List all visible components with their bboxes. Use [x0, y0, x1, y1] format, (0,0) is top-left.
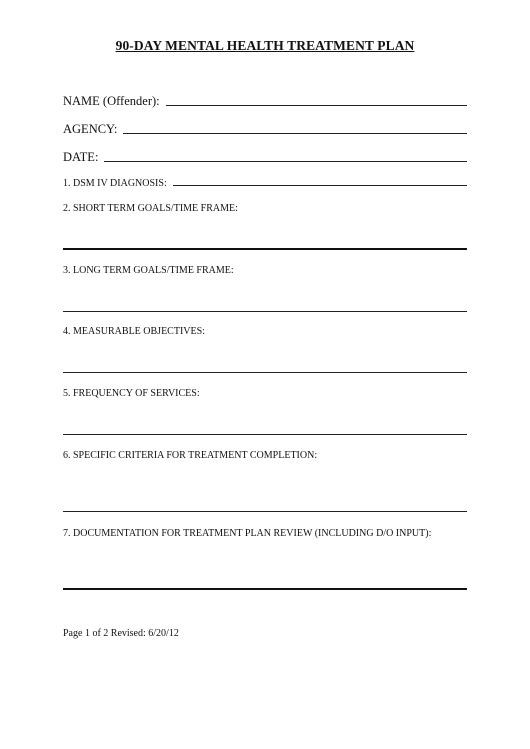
- plan-review-documentation-label: 7. DOCUMENTATION FOR TREATMENT PLAN REVIEW (INCLUDING D/O INPUT):: [63, 528, 432, 539]
- agency-field[interactable]: [63, 122, 467, 137]
- short-term-goals-label: 2. SHORT TERM GOALS/TIME FRAME:: [63, 203, 238, 214]
- completion-criteria-label: 6. SPECIFIC CRITERIA FOR TREATMENT COMPLETION:: [63, 450, 318, 461]
- long-term-goals-line[interactable]: [63, 311, 467, 312]
- name-input-line[interactable]: [166, 104, 467, 106]
- frequency-of-services-line[interactable]: [63, 434, 467, 435]
- date-label: DATE:: [63, 150, 99, 164]
- date-input-line[interactable]: [104, 160, 467, 162]
- measurable-objectives-label: 4. MEASURABLE OBJECTIVES:: [63, 326, 205, 337]
- diagnosis-input-line[interactable]: [173, 184, 467, 186]
- completion-criteria-line[interactable]: [63, 511, 467, 512]
- diagnosis-label: 1. DSM IV DIAGNOSIS:: [63, 178, 167, 189]
- agency-input-line[interactable]: [123, 132, 467, 134]
- long-term-goals-label: 3. LONG TERM GOALS/TIME FRAME:: [63, 265, 234, 276]
- date-field[interactable]: [63, 150, 467, 165]
- page-footer: Page 1 of 2 Revised: 6/20/12: [63, 628, 179, 639]
- name-field[interactable]: [63, 94, 467, 109]
- measurable-objectives-line[interactable]: [63, 372, 467, 373]
- plan-review-documentation-line[interactable]: [63, 588, 467, 590]
- diagnosis-field[interactable]: [63, 178, 467, 189]
- name-label: NAME (Offender):: [63, 94, 160, 108]
- frequency-of-services-label: 5. FREQUENCY OF SERVICES:: [63, 388, 200, 399]
- agency-label: AGENCY:: [63, 122, 118, 136]
- form-title: 90-DAY MENTAL HEALTH TREATMENT PLAN: [115, 38, 415, 53]
- short-term-goals-line[interactable]: [63, 248, 467, 250]
